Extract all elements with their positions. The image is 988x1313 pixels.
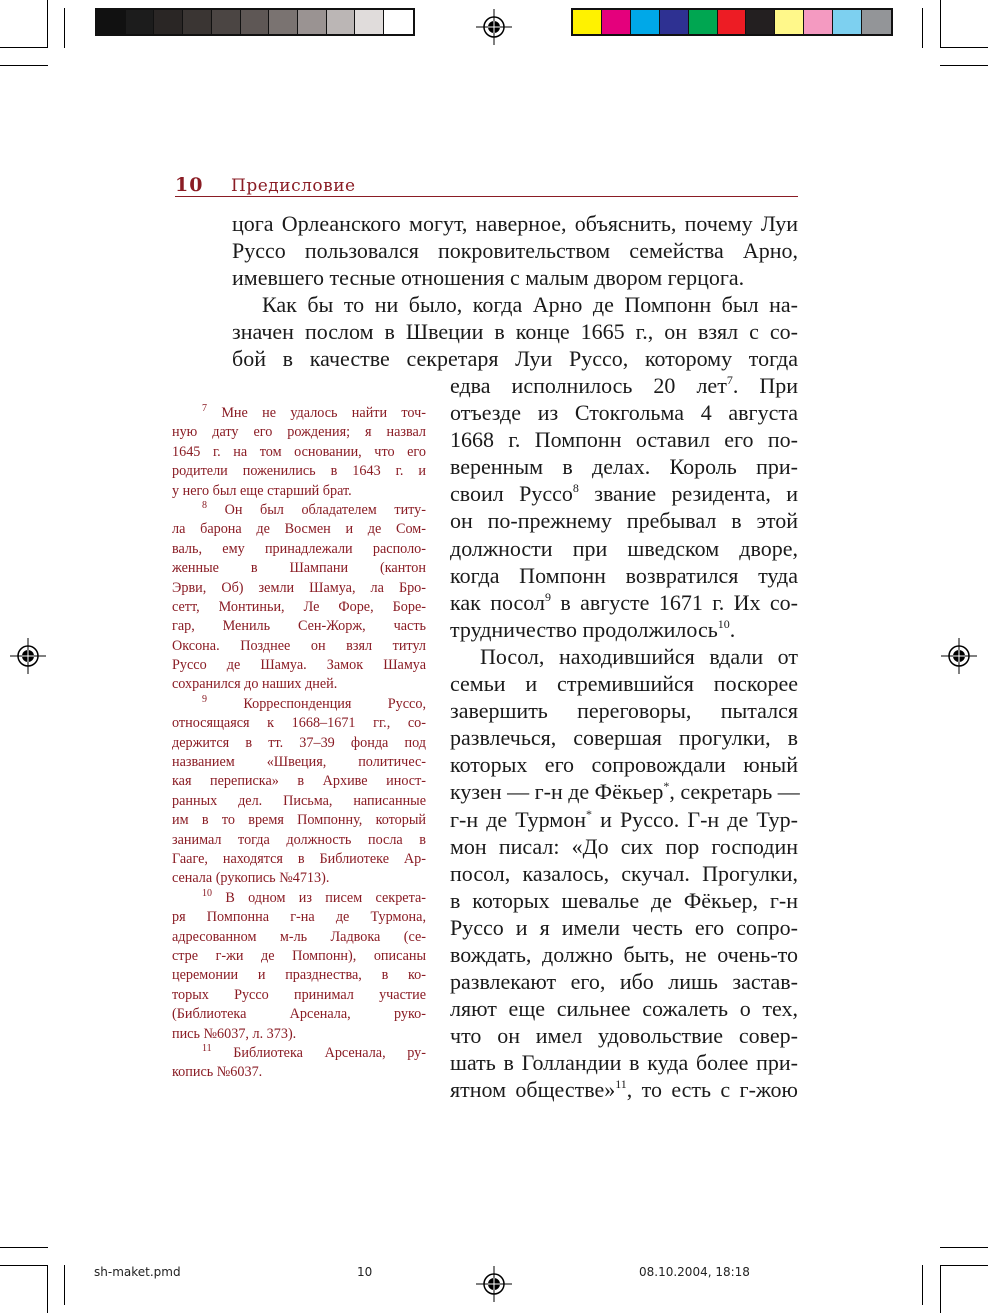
footnote-ref: 10 [717,616,730,631]
text-line: развлечься, совершая прогулки, в [450,725,798,751]
text-line: посол, казалось, скучал. Прогулки, [450,860,798,886]
footnote-line: стре г-жи де Помпонн), описаны [172,947,426,964]
text-line: цога Орлеанского могут, наверное, объяснить, почему Луи [232,211,798,236]
footnote-line: церемонии и празднества, в ко- [172,967,426,984]
footnote-line: названием «Швеция, политичес- [172,754,426,771]
color-swatch [689,10,718,34]
slug-filename: sh-maket.pmd [94,1265,181,1279]
crop-mark [940,1265,941,1313]
text-line: 1668 г. Помпонн оставил его по- [450,427,798,453]
crop-mark [940,1247,988,1248]
text-line: Как бы то ни было, когда Арно де Помпонн был на- [262,292,798,318]
text-line [450,480,798,507]
text-run: как посол [450,589,545,615]
footnote-line: сетт, Монтиньи, Ле Форе, Боре- [172,598,426,615]
footnote-line: ранных дел. Письма, написанные [172,792,426,809]
color-swatch [298,10,327,34]
text-line: что он имел удовольствие совер- [450,1023,798,1049]
color-swatch [154,10,183,34]
text-run: . [729,616,736,642]
text-line: ляют еще сильнее сожалеть о тех, [450,996,798,1022]
footnote-line: родители поженились в 1643 г. и [172,463,426,480]
footnote-line: держится в тт. 37–39 фонда под [172,734,426,751]
text-line: веренным в делах. Король при- [450,454,798,480]
page-number-header: 10 [175,174,204,196]
text-run: Он был обладателем титу- [207,501,426,518]
color-swatch [833,10,862,34]
crop-mark [940,65,988,66]
crop-mark [922,8,923,48]
color-swatch [718,10,747,34]
footnote-ref: 7 [726,373,733,387]
footnote-ref: * [586,806,592,821]
footnote-line [172,695,426,714]
header-rule [175,196,798,197]
footnote-line: пись №6037, л. 373). [172,1025,297,1042]
text-run: кузен — г-н де Фёкьер [450,779,664,805]
footnote-number: 10 [202,887,212,899]
text-run: , то есть с г-жою [626,1077,798,1103]
crop-mark [0,65,48,66]
text-line: Руссо и я имели честь его сопро- [450,914,798,940]
text-line: Руссо пользовался покровительством семейства Арно, [232,238,798,264]
footnote-number: 9 [202,693,207,705]
text-run: своил Руссо [450,481,573,507]
crop-mark [940,1265,988,1266]
crop-mark [47,1265,48,1313]
footnote-ref: * [663,779,670,794]
text-run: Корреспонденция Руссо, [207,695,426,712]
text-run: звание резидента, и [578,481,798,507]
footnote-line: занимал тогда должность посла в [172,831,426,848]
footnote-line [172,889,426,908]
main-text-top [232,210,798,373]
text-run: трудничество продолжилось [450,616,718,642]
footnote-line: у него был еще старший брат. [172,482,352,499]
text-line: шать в Голландии в куда более при- [450,1050,798,1076]
color-swatch [631,10,660,34]
text-line: семьи и стремившийся поскорее [450,671,798,697]
text-line [450,372,798,399]
text-line: значен послом в Швеции в конце 1665 г., он взял с со- [232,319,798,345]
text-line: в которых шевалье де Фёкьер, г-н [450,887,798,913]
text-line: которых его сопровождали юный [450,752,798,778]
footnote-line [172,1044,426,1063]
color-swatch [126,10,155,34]
footnote-line: копись №6037. [172,1064,263,1081]
color-swatch [269,10,298,34]
footnote-line: (Библиотека Арсенала, руко- [172,1006,426,1023]
grayscale-calibration-bar [95,8,415,36]
color-swatch [212,10,241,34]
slug-datetime: 08.10.2004, 18:18 [639,1265,750,1279]
footnotes-column [172,404,426,1083]
text-line: Посол, находившийся вдали от [480,643,798,669]
crop-mark [922,1265,923,1305]
text-line: отъезде из Стокгольма 4 августа [450,400,798,426]
color-swatch [241,10,270,34]
text-line [450,589,798,616]
registration-mark-icon [476,9,512,45]
text-run: Мне не удалось найти точ- [207,405,426,421]
footnote-line: им в то время Помпонну, который [172,812,426,829]
color-swatch [327,10,356,34]
footnote-number: 8 [202,499,207,511]
footnote-line: сенала (рукопись №4713). [172,870,330,887]
footnote-line: кая переписка» в Архиве иност- [172,773,426,790]
color-swatch [775,10,804,34]
footnote-line: женные в Шампани (кантон [172,560,426,577]
footnote-line: Эрви, Об) земли Шамуа, ла Бро- [172,579,426,596]
text-line [450,778,798,805]
text-line: имевшего тесные отношения с малым двором герцога. [232,265,745,291]
color-swatch [183,10,212,34]
running-header-title: Предисловие [231,176,356,196]
color-swatch [573,10,602,34]
text-run: . При [732,373,798,398]
footnote-line: торых Руссо принимал участие [172,986,426,1003]
text-run: едва исполнилось 20 лет [450,373,727,398]
color-swatch [384,10,413,34]
main-text-column [450,372,798,1104]
text-run: , секретарь — [669,779,800,805]
footnote-number: 11 [202,1042,212,1054]
footnote-ref: 9 [544,589,551,604]
footnote-line: адресованном м-ль Ладвока (се- [172,928,426,945]
footnote-line: ную дату его рождения; я назвал [172,424,426,441]
color-swatch [602,10,631,34]
color-calibration-bar [571,8,893,36]
footnote-line: ла барона де Восмен и де Сом- [172,521,426,538]
text-line: когда Помпонн возвратился туда [450,562,798,588]
footnote-line: Оксона. Позднее он взял титул [172,637,426,654]
text-line: должности при шведском дворе, [450,535,798,561]
text-run: ятном обществе» [450,1077,616,1103]
color-swatch [746,10,775,34]
footnote-line: валь, ему принадлежали располо- [172,540,426,557]
footnote-ref: 8 [572,481,579,496]
color-swatch [660,10,689,34]
text-run: Библиотека Арсенала, ру- [211,1044,426,1061]
text-line: завершить переговоры, пытался [450,698,798,724]
text-line [450,806,798,833]
crop-mark [940,47,988,48]
crop-mark [47,0,48,48]
footnote-line: сохранился до наших дней. [172,676,338,693]
crop-mark [0,1265,48,1266]
crop-mark [0,47,48,48]
footnote-line: относящаяся к 1668–1671 гг., со- [172,715,426,732]
footnote-line: гар, Мениль Сен-Жорж, часть [172,618,426,635]
text-line: он по-прежнему пребывал в этой [450,508,798,534]
text-line [450,1076,798,1103]
crop-mark [64,8,65,48]
footnote-ref: 11 [615,1077,627,1092]
text-run: и Руссо. Г-н де Тур- [592,806,798,832]
color-swatch [97,10,126,34]
footnote-line: Руссо де Шамуа. Замок Шамуа [172,657,426,674]
registration-mark-icon [10,638,46,674]
footnote-line: ря Помпонна г-на де Турмона, [172,909,426,926]
registration-mark-icon [476,1266,512,1302]
color-swatch [804,10,833,34]
text-line: бой в качестве секретаря Луи Руссо, которому тогда [232,346,798,372]
text-line: развлекают его, ибо лишь застав- [450,969,798,995]
text-line [450,616,798,643]
footnote-line [172,501,426,520]
registration-mark-icon [941,638,977,674]
footnote-line: Гааге, находятся в Библиотеке Ар- [172,850,426,867]
text-run: В одном из писем секрета- [212,889,426,906]
text-line: вождать, должно быть, не очень-то [450,941,798,967]
footnote-line [172,404,426,423]
footnote-line: 1645 г. на том основании, что его [172,443,426,460]
text-line: мон писал: «До сих пор господин [450,833,798,859]
color-swatch [355,10,384,34]
color-swatch [862,10,891,34]
crop-mark [0,1247,48,1248]
crop-mark [940,0,941,48]
crop-mark [64,1265,65,1305]
text-run: в августе 1671 г. Их со- [550,589,798,615]
footnote-number: 7 [202,403,207,414]
slug-page-number: 10 [357,1265,373,1279]
text-run: г-н де Турмон [450,806,586,832]
